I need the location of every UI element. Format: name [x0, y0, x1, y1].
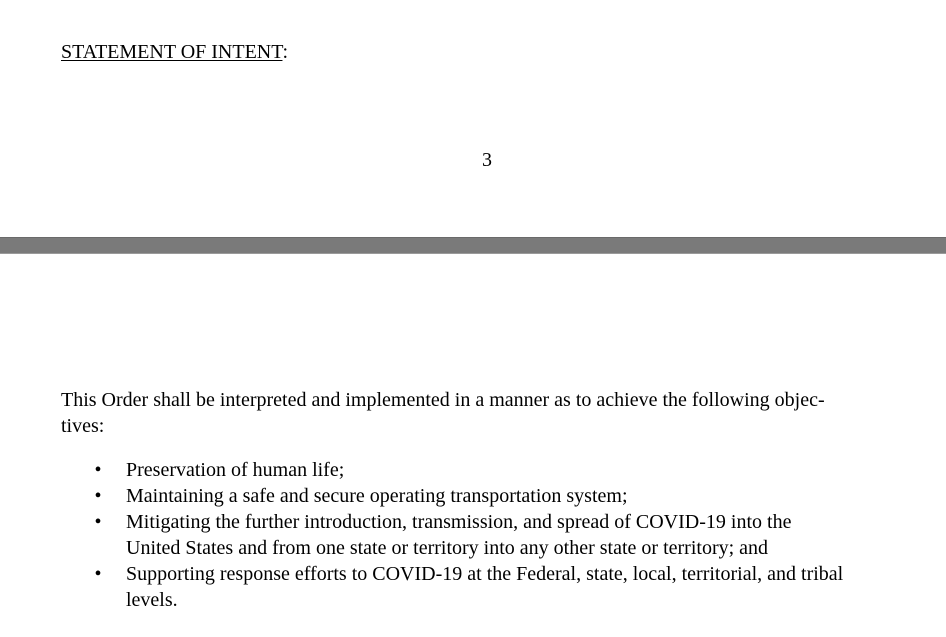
page-separator [0, 237, 946, 254]
intro-paragraph [61, 387, 911, 439]
list-item [61, 483, 921, 509]
page-number: 3 [482, 149, 492, 171]
list-item [61, 509, 921, 561]
intro-line-2: tives: [61, 415, 105, 437]
bullet-icon: • [94, 485, 102, 507]
list-item-line-1: Mitigating the further introduction, transmission, and spread of COVID-19 into the [126, 511, 792, 533]
document-page-upper [0, 0, 946, 237]
bullet-icon: • [94, 459, 102, 481]
bullet-icon: • [94, 563, 102, 585]
section-heading-colon: : [282, 41, 289, 63]
list-item-line-1: Preservation of human life; [126, 459, 345, 481]
list-item [61, 561, 921, 613]
objectives-list [61, 457, 921, 613]
intro-line-1: This Order shall be interpreted and implemented in a manner as to achieve the following objec- [61, 389, 825, 411]
list-item-line-1: Maintaining a safe and secure operating transportation system; [126, 485, 628, 507]
bullet-icon: • [94, 511, 102, 533]
list-item [61, 457, 921, 483]
list-item-line-1: Supporting response efforts to COVID-19 at the Federal, state, local, territorial, and tribal [126, 563, 844, 585]
section-heading-title: STATEMENT OF INTENT [61, 41, 283, 63]
list-item-line-2: levels. [126, 589, 178, 611]
list-item-line-2: United States and from one state or territory into any other state or territory; and [126, 537, 769, 559]
section-heading [61, 40, 288, 64]
